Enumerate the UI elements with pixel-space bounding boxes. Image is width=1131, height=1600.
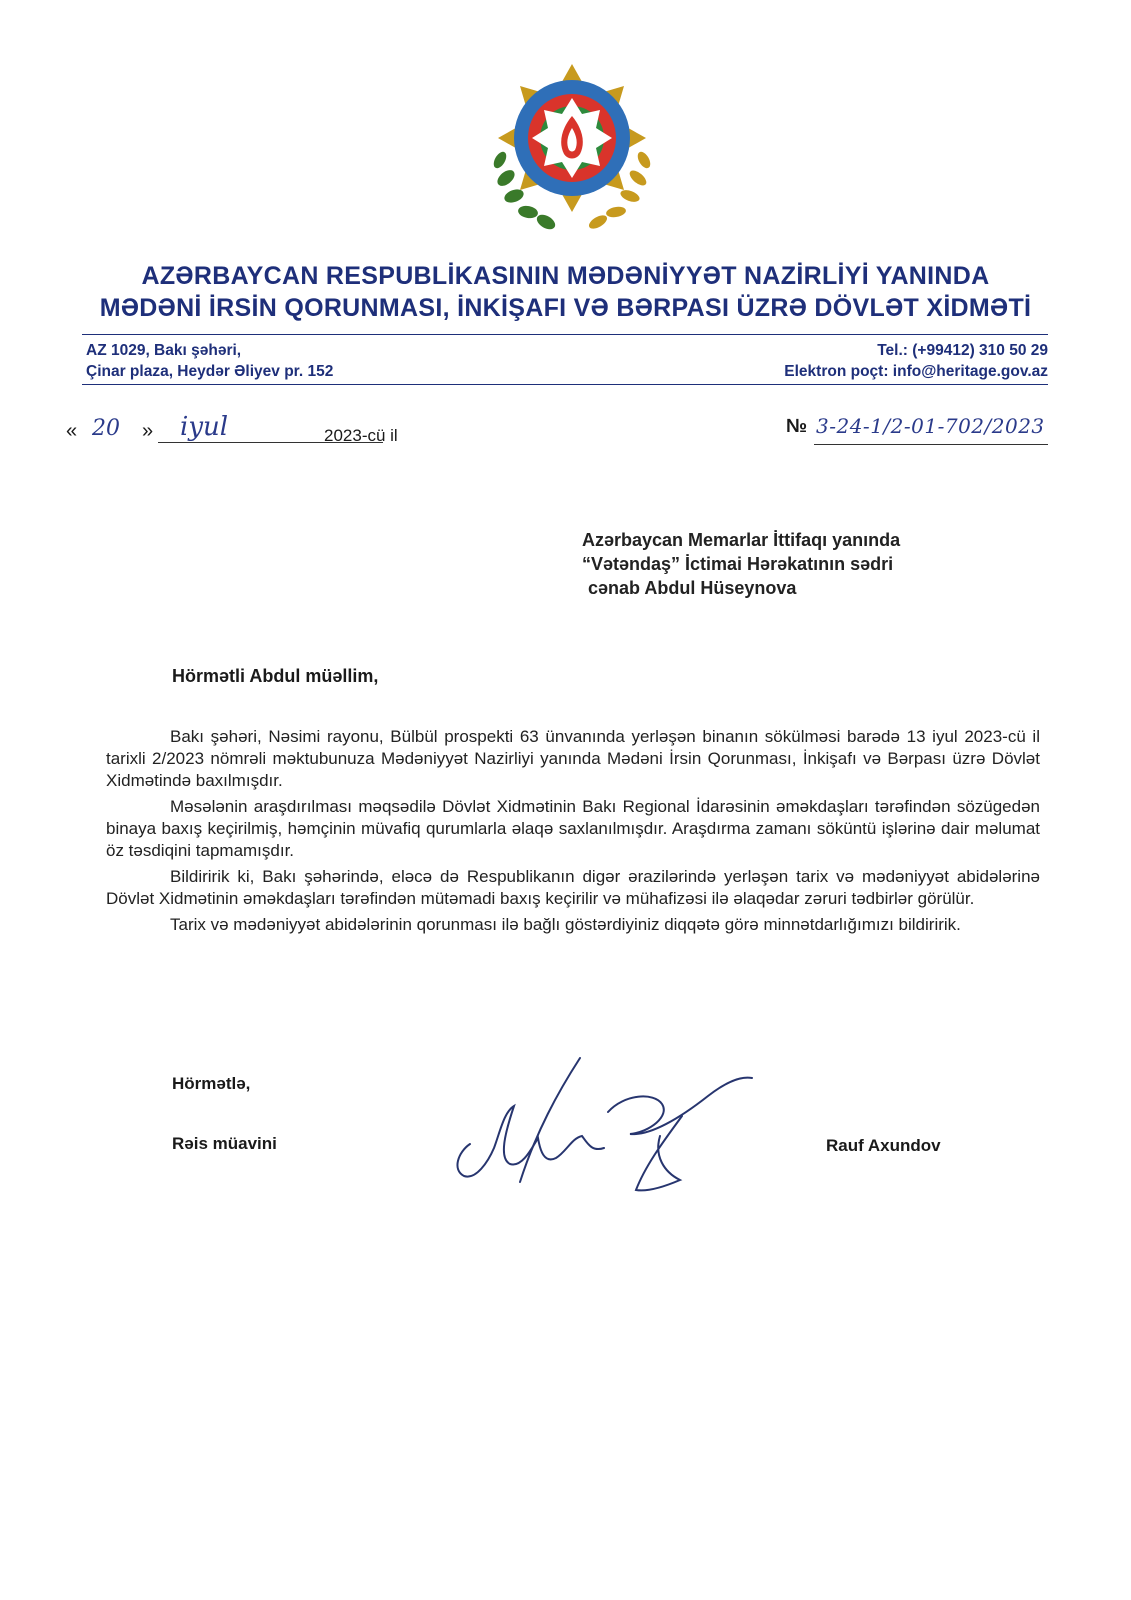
body-paragraph-2: Məsələnin araşdırılması məqsədilə Dövlət Xidmətinin Bakı Regional İdarəsinin əməkdaşları tərəfindən sözügedən binaya baxış keçirilmiş, həmçinin müvafiq qurumlarla əlaqə saxlanılmışdır. Araşdırma zamanı söküntü işlərinə dair məlumat öz təsdiqini tapmamışdır. xyxy=(106,797,1040,860)
salutation: Hörmətli Abdul müəllim, xyxy=(172,666,379,686)
signer-name: Rauf Axundov xyxy=(826,1136,941,1155)
handwritten-signature-icon xyxy=(440,1052,770,1202)
reference-underline xyxy=(814,444,1048,445)
azerbaijan-coat-of-arms-icon xyxy=(484,56,660,236)
signer-position: Rəis müavini xyxy=(172,1134,277,1153)
organization-name-line2: MƏDƏNİ İRSİN QORUNMASI, İNKİŞAFI VƏ BƏRPASI ÜZRƏ DÖVLƏT XİDMƏTİ xyxy=(99,294,1032,322)
date-year: 2023-cü il xyxy=(324,426,398,445)
closing: Hörmətlə, xyxy=(172,1074,251,1093)
organization-contacts xyxy=(784,340,1048,382)
recipient-block xyxy=(582,528,900,600)
date-open-quote: « xyxy=(66,420,78,442)
recipient-line3: cənab Abdul Hüseynova xyxy=(588,578,797,598)
date-month: iyul xyxy=(180,412,229,442)
body-paragraph-3: Bildiririk ki, Bakı şəhərində, eləcə də Respublikanın digər ərazilərində yerləşən tarix və mədəniyyət abidələrinə Dövlət Xidmətinin əməkdaşları tərəfindən mütəmadi baxış keçirilir və mühafizəsi ilə əlaqədar zəruri tədbirlər görülür. xyxy=(106,867,1040,908)
date-day: 20 xyxy=(92,416,120,441)
header-divider-top xyxy=(82,334,1048,335)
email-address: Elektron poçt: info@heritage.gov.az xyxy=(784,363,1048,380)
reference-number: 3-24-1/2-01-702/2023 xyxy=(816,414,1045,438)
address-line1: AZ 1029, Bakı şəhəri, xyxy=(86,342,242,359)
body-paragraph-1: Bakı şəhəri, Nəsimi rayonu, Bülbül prospekti 63 ünvanında yerləşən binanın sökülməsi barədə 13 iyul 2023-cü il tarixli 2/2023 nömrəli məktubunuza Mədəniyyət Nazirliyi yanında Mədəni İrsin Qorunması, İnkişafı və Bərpası üzrə Dövlət Xidmətində baxılmışdır. xyxy=(106,727,1040,790)
letter-reference xyxy=(786,414,1048,448)
organization-address xyxy=(86,340,333,382)
organization-name-line1: AZƏRBAYCAN RESPUBLİKASININ MƏDƏNİYYƏT NAZİRLİYİ YANINDA xyxy=(141,262,990,290)
header-divider-bottom xyxy=(82,384,1048,385)
date-close-quote: » xyxy=(142,420,154,442)
phone-number: Tel.: (+99412) 310 50 29 xyxy=(877,342,1048,359)
recipient-line1: Azərbaycan Memarlar İttifaqı yanında xyxy=(582,530,901,550)
letter-date xyxy=(66,412,486,458)
letter-body xyxy=(106,726,1040,940)
recipient-line2: “Vətəndaş” İctimai Hərəkatının sədri xyxy=(582,554,894,574)
number-sign: № xyxy=(786,416,808,437)
address-line2: Çinar plaza, Heydər Əliyev pr. 152 xyxy=(86,363,334,380)
body-paragraph-4: Tarix və mədəniyyət abidələrinin qorunması ilə bağlı göstərdiyiniz diqqətə görə minnətdarlığımızı bildiririk. xyxy=(170,915,961,934)
